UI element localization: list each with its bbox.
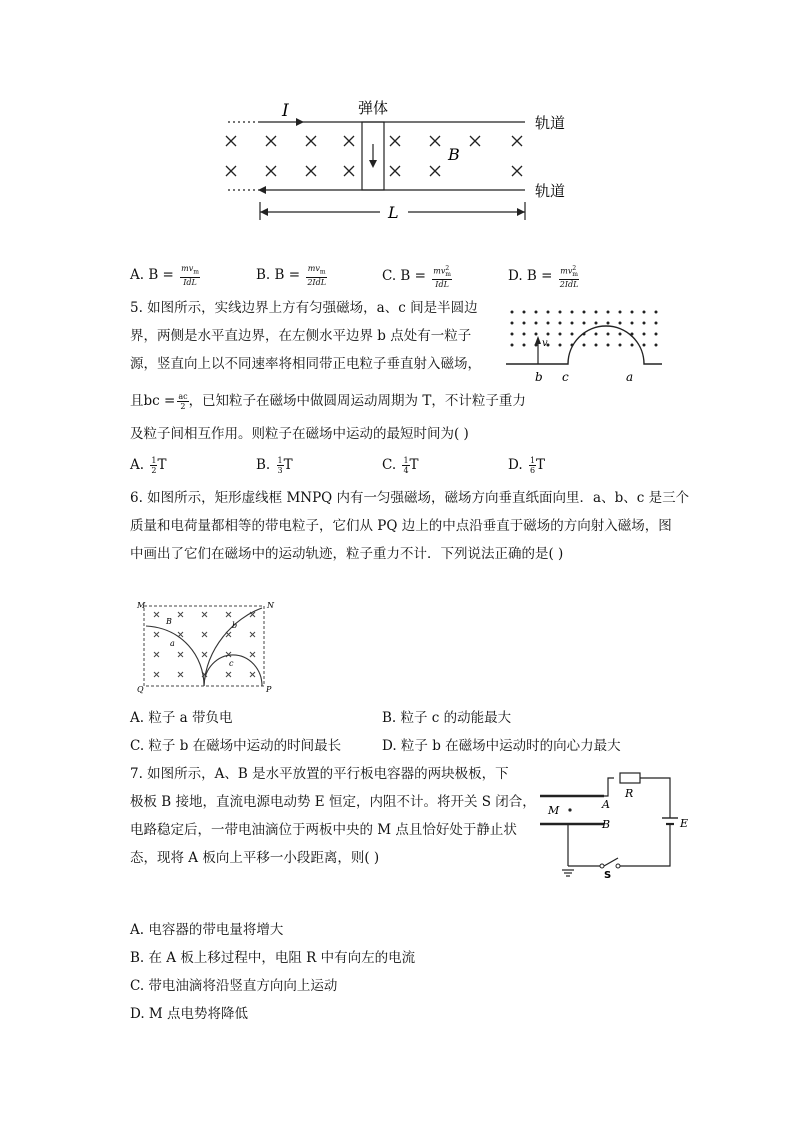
q7-label-B: B [602, 818, 611, 831]
field-cross [250, 632, 255, 637]
q6-option-b[interactable]: B. 粒子 c 的动能最大 [382, 710, 512, 726]
q7-line-1: 7. 如图所示，A、B 是水平放置的平行板电容器的两块极板，下 [130, 766, 509, 782]
field-dot [523, 311, 526, 314]
q5-option-d[interactable]: D. $\frac{1}{6}$ T [508, 456, 546, 475]
field-dot [619, 333, 622, 336]
field-dot [571, 322, 574, 325]
q6-option-c[interactable]: C. 粒子 b 在磁场中运动的时间最长 [130, 738, 342, 754]
q6-option-d[interactable]: D. 粒子 b 在磁场中运动时的向心力最大 [382, 738, 621, 754]
field-dot [595, 333, 598, 336]
q6-line-2: 质量和电荷量都相等的带电粒子，它们从 PQ 边上的中点沿垂直于磁场的方向射入磁场，图 [130, 518, 672, 534]
q6-line-3: 中画出了它们在磁场中的运动轨迹，粒子重力不计．下列说法正确的是( ) [130, 546, 564, 562]
q5-line-1: 5. 如图所示，实线边界上方有匀强磁场，a、c 间是半圆边 [130, 300, 478, 316]
field-dot [559, 311, 562, 314]
field-dot [583, 344, 586, 347]
field-cross [178, 612, 183, 617]
field-dot [607, 344, 610, 347]
field-dot [655, 322, 658, 325]
field-cross [154, 612, 159, 617]
field-dot [511, 344, 514, 347]
q7-option-d[interactable]: D. M 点电势将降低 [130, 1006, 249, 1022]
field-cross [250, 652, 255, 657]
field-dot [571, 333, 574, 336]
q6-label-a: a [170, 639, 175, 648]
field-dot [547, 333, 550, 336]
q4-option-a[interactable]: A. B = $\frac{mv_m}{\text{IdL}}$ [130, 264, 199, 287]
q5-label-b: b [535, 370, 543, 384]
q7-line-2: 极板 B 接地，直流电源电动势 E 恒定，内阻不计。将开关 S 闭合， [130, 794, 536, 810]
q7-line-4: 态，现将 A 板向上平移一小段距离，则( ) [130, 850, 380, 866]
field-cross [202, 652, 207, 657]
field-cross [178, 672, 183, 677]
q6-figure [134, 598, 276, 694]
field-dot [583, 322, 586, 325]
q7-label-M: M [548, 804, 560, 817]
label-field: B [448, 145, 460, 164]
field-dot [619, 311, 622, 314]
field-dot [511, 322, 514, 325]
q7-circuit-figure [532, 770, 702, 880]
field-dot [559, 344, 562, 347]
field-dot [655, 333, 658, 336]
field-dot [619, 344, 622, 347]
field-cross [178, 652, 183, 657]
field-cross [154, 652, 159, 657]
label-projectile: 弹体 [358, 99, 389, 117]
field-dot [595, 311, 598, 314]
label-current: I [282, 101, 289, 121]
q7-option-a[interactable]: A. 电容器的带电量将增大 [130, 922, 284, 938]
field-cross [226, 672, 231, 677]
field-dot [511, 311, 514, 314]
field-dot [607, 333, 610, 336]
field-dot [535, 311, 538, 314]
field-dot [511, 333, 514, 336]
q7-label-E: E [680, 817, 689, 830]
field-dot [607, 311, 610, 314]
field-dot [559, 333, 562, 336]
field-dot [631, 344, 634, 347]
q5-figure [504, 304, 664, 388]
rail-gun-figure [220, 96, 610, 228]
q7-option-b[interactable]: B. 在 A 板上移过程中，电阻 R 中有向左的电流 [130, 950, 416, 966]
q5-option-a[interactable]: A. $\frac{1}{2}$ T [130, 456, 167, 475]
field-dot [619, 322, 622, 325]
q5-line-5: 及粒子间相互作用。则粒子在磁场中运动的最短时间为( ) [130, 426, 469, 442]
field-dot [643, 311, 646, 314]
field-dot [643, 344, 646, 347]
q5-line-3: 源，竖直向上以不同速率将相同带正电粒子垂直射入磁场， [130, 356, 481, 372]
q7-option-c[interactable]: C. 带电油滴将沿竖直方向向上运动 [130, 978, 338, 994]
field-dot [643, 333, 646, 336]
q5-line-4: 且bc = $\frac{ac}{2}$ ，已知粒子在磁场中做圆周运动周期为 T，不计粒子重力 [130, 392, 526, 411]
q6-line-1: 6. 如图所示，矩形虚线框 MNPQ 内有一匀强磁场，磁场方向垂直纸面向里．a、b、c 是三个 [130, 490, 690, 506]
label-track-bottom: 轨道 [535, 182, 566, 200]
field-dot [583, 311, 586, 314]
field-dot [547, 322, 550, 325]
q4-option-c[interactable]: C. B = $\frac{mv^2_m}{\text{IdL}}$ [382, 265, 451, 290]
q4-option-d[interactable]: D. B = $\frac{mv^2_m}{\text{2IdL}}$ [508, 265, 579, 290]
field-cross [154, 632, 159, 637]
q5-option-c[interactable]: C. $\frac{1}{4}$ T [382, 456, 419, 475]
field-dot [547, 311, 550, 314]
field-dot [535, 333, 538, 336]
q6-label-P: P [266, 685, 272, 694]
q6-label-M: M [137, 601, 146, 610]
field-dot [571, 311, 574, 314]
field-dot [595, 322, 598, 325]
field-dot [535, 322, 538, 325]
field-dot [523, 344, 526, 347]
field-dot [643, 322, 646, 325]
q6-label-Q: Q [137, 685, 144, 694]
q4-option-b[interactable]: B. B = $\frac{mv_m}{\text{2IdL}}$ [256, 264, 327, 287]
q6-label-c: c [229, 659, 234, 668]
field-dot [631, 311, 634, 314]
field-cross [250, 672, 255, 677]
field-dot [523, 322, 526, 325]
q5-label-a: a [626, 370, 634, 384]
field-dot [655, 311, 658, 314]
q6-label-N: N [267, 601, 274, 610]
field-dot [559, 322, 562, 325]
q5-label-v: v [542, 338, 548, 349]
q5-line-2: 界，两侧是水平直边界，在左侧水平边界 b 点处有一粒子 [130, 328, 472, 344]
label-track-top: 轨道 [535, 114, 566, 132]
field-cross [202, 612, 207, 617]
q6-label-B: B [166, 617, 172, 626]
q7-label-R: R [625, 787, 634, 800]
q7-line-3: 电路稳定后，一带电油滴位于两板中央的 M 点且恰好处于静止状 [130, 822, 517, 838]
field-cross [202, 632, 207, 637]
q6-label-b: b [232, 621, 238, 630]
field-cross [154, 672, 159, 677]
field-dot [655, 344, 658, 347]
field-dot [607, 322, 610, 325]
q5-option-b[interactable]: B. $\frac{1}{3}$ T [256, 456, 293, 475]
field-dot [595, 344, 598, 347]
label-length: L [388, 203, 399, 222]
q7-label-S: S [604, 870, 612, 880]
q5-label-c: c [562, 370, 569, 384]
q7-label-A: A [602, 798, 610, 811]
field-dot [631, 322, 634, 325]
q6-option-a[interactable]: A. 粒子 a 带负电 [130, 710, 233, 726]
field-dot [523, 333, 526, 336]
field-cross [226, 612, 231, 617]
